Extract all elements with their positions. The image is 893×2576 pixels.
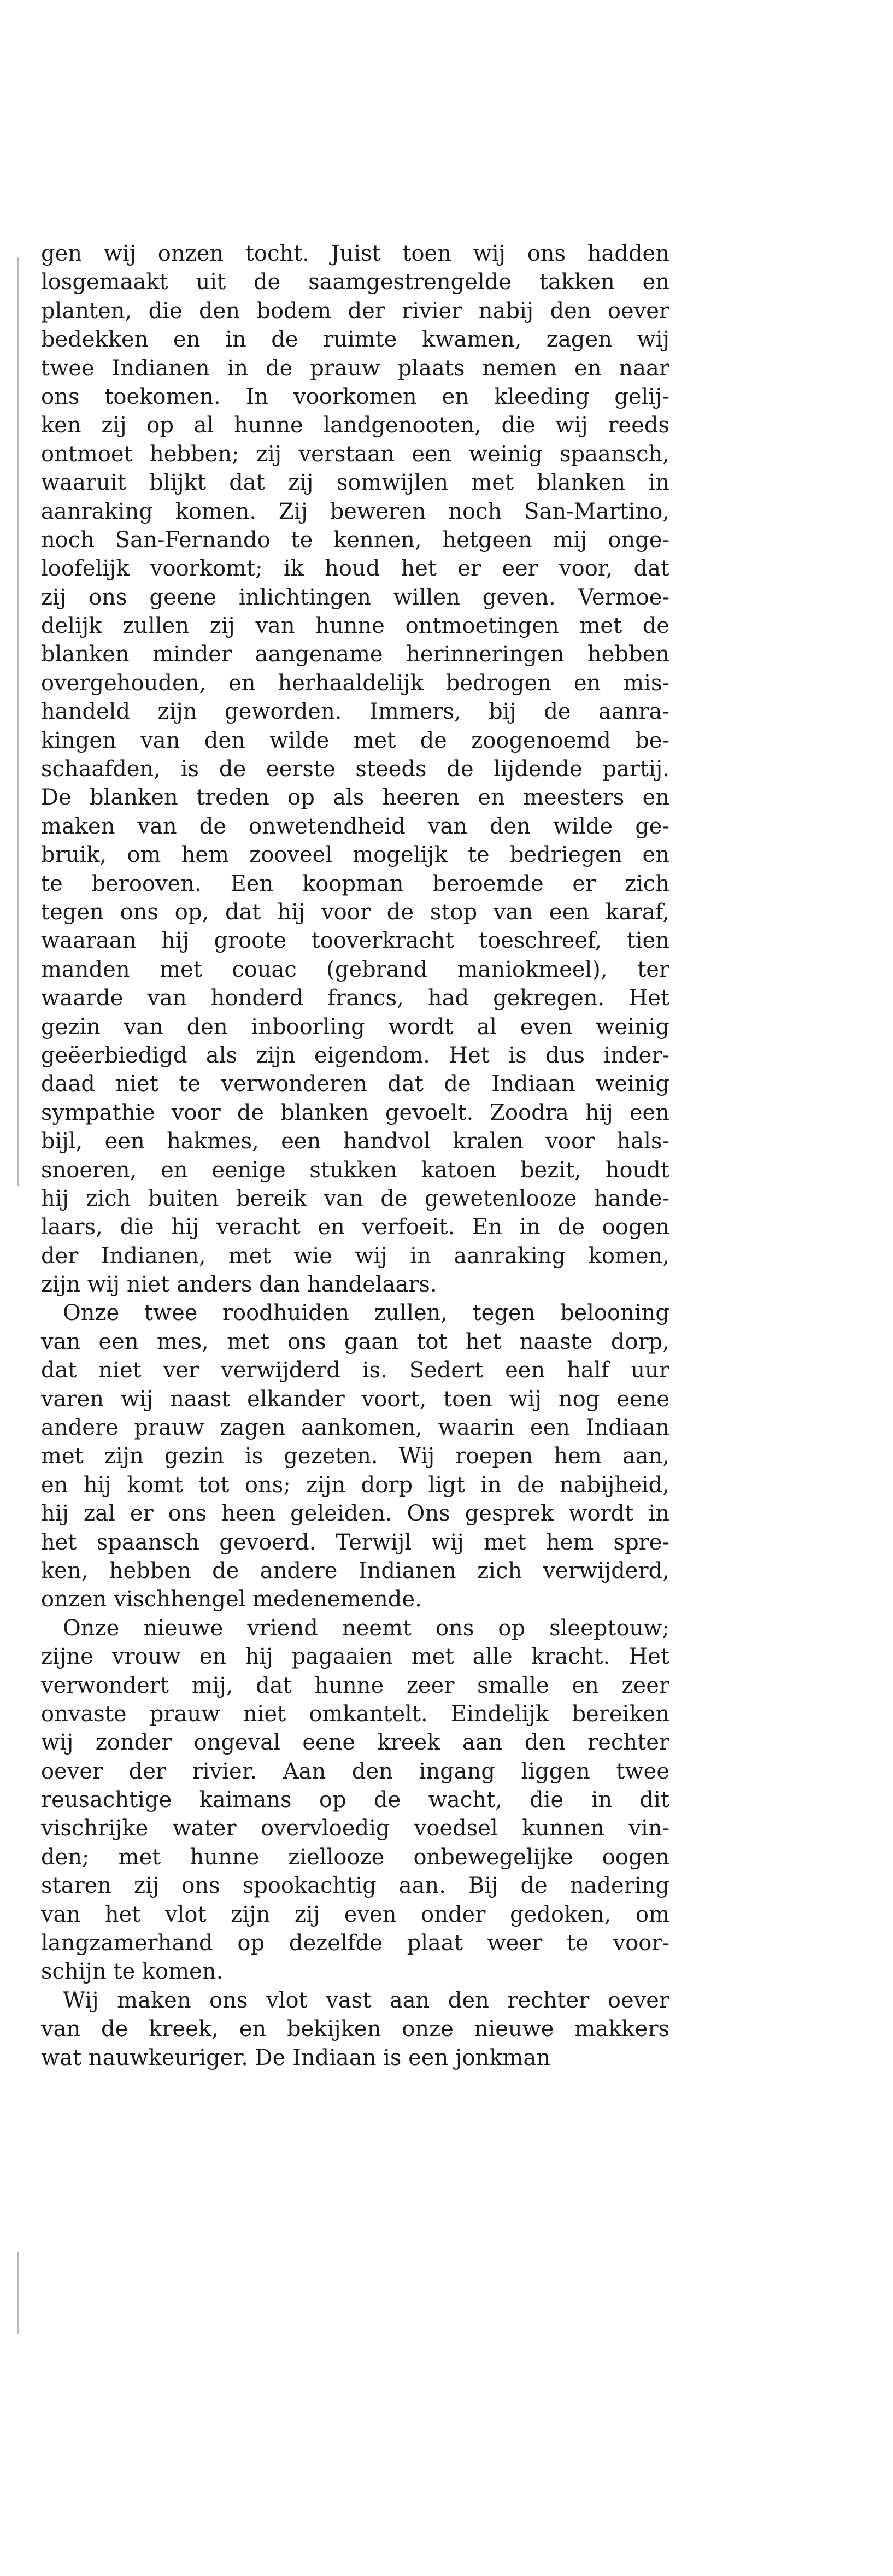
text-line: wij zonder ongeval eene kreek aan den rechter	[41, 1730, 669, 1756]
text-line: Onze nieuwe vriend neemt ons op sleeptouw;	[63, 1615, 669, 1641]
text-line: aanraking komen. Zij beweren noch San-Martino,	[41, 498, 669, 524]
text-line: te berooven. Een koopman beroemde er zich	[41, 871, 669, 896]
paragraph-1	[41, 239, 669, 1299]
text-line: schaafden, is de eerste steeds de lijdende partij.	[41, 756, 669, 782]
text-line: noch San-Fernando te kennen, hetgeen mij onge-	[41, 527, 669, 553]
text-line: Onze twee roodhuiden zullen, tegen belooning	[63, 1300, 669, 1326]
text-line: dat niet ver verwijderd is. Sedert een half uur	[41, 1358, 669, 1383]
text-line: gen wij onzen tocht. Juist toen wij ons hadden	[41, 241, 669, 266]
text-line: ontmoet hebben; zij verstaan een weinig spaansch,	[41, 441, 669, 467]
text-line: zij ons geene inlichtingen willen geven. Vermoe-	[41, 584, 669, 610]
text-line: vischrijke water overvloedig voedsel kunnen vin-	[41, 1816, 669, 1841]
text-line: bruik, om hem zooveel mogelijk te bedriegen en	[41, 842, 669, 868]
text-line: onzen vischhengel medenemende.	[41, 1587, 422, 1612]
text-line: daad niet te verwonderen dat de Indiaan weinig	[41, 1071, 669, 1097]
text-line: hij zal er ons heen geleiden. Ons gesprek wordt in	[41, 1501, 669, 1527]
text-line: bijl, een hakmes, een handvol kralen voor hals-	[41, 1129, 669, 1154]
text-line: schijn te komen.	[41, 1959, 224, 1985]
margin-rule-top	[17, 257, 19, 1186]
text-line: reusachtige kaimans op de wacht, die in dit	[41, 1787, 669, 1813]
text-line: andere prauw zagen aankomen, waarin een Indiaan	[41, 1415, 669, 1441]
text-line: tegen ons op, dat hij voor de stop van een karaf,	[41, 899, 669, 925]
text-line: verwondert mij, dat hunne zeer smalle en zeer	[41, 1673, 669, 1698]
text-line: gezin van den inboorling wordt al even weinig	[41, 1014, 669, 1040]
text-line: onvaste prauw niet omkantelt. Eindelijk bereiken	[41, 1701, 669, 1727]
text-line: waaruit blijkt dat zij somwijlen met blanken in	[41, 470, 669, 496]
text-line: van een mes, met ons gaan tot het naaste dorp,	[41, 1329, 669, 1354]
text-line: hij zich buiten bereik van de gewetenlooze hande-	[41, 1186, 669, 1211]
text-line: planten, die den bodem der rivier nabij den oever	[41, 298, 669, 324]
text-line: handeld zijn geworden. Immers, bij de aanra-	[41, 699, 669, 725]
text-line: van de kreek, en bekijken onze nieuwe makkers	[41, 2016, 669, 2042]
text-line: zijn wij niet anders dan handelaars.	[41, 1272, 437, 1298]
text-line: zijne vrouw en hij pagaaien met alle kracht. Het	[41, 1644, 669, 1670]
text-line: waarde van honderd francs, had gekregen. Het	[41, 985, 669, 1011]
text-line: ken, hebben de andere Indianen zich verwijderd,	[41, 1558, 669, 1583]
text-line: ons toekomen. In voorkomen en kleeding gelij-	[41, 384, 669, 409]
text-line: laars, die hij veracht en verfoeit. En in de oogen	[41, 1214, 669, 1240]
text-line: maken van de onwetendheid van den wilde ge-	[41, 813, 669, 839]
text-line: met zijn gezin is gezeten. Wij roepen hem aan,	[41, 1444, 669, 1469]
text-line: en hij komt tot ons; zijn dorp ligt in de nabijheid,	[41, 1472, 669, 1498]
text-line: geëerbiedigd als zijn eigendom. Het is dus inder-	[41, 1042, 669, 1068]
text-line: Wij maken ons vlot vast aan den rechter oever	[63, 1987, 669, 2013]
text-line: staren zij ons spookachtig aan. Bij de nadering	[41, 1873, 669, 1899]
text-line: der Indianen, met wie wij in aanraking komen,	[41, 1243, 669, 1269]
text-line: blanken minder aangename herinneringen hebben	[41, 642, 669, 667]
paragraph-3	[41, 1614, 669, 1986]
paragraph-4	[41, 1986, 669, 2072]
text-line: het spaansch gevoerd. Terwijl wij met hem spre-	[41, 1529, 669, 1555]
text-line: snoeren, en eenige stukken katoen bezit, houdt	[41, 1157, 669, 1183]
paragraph-2	[41, 1299, 669, 1613]
text-line: waaraan hij groote tooverkracht toeschreef, tien	[41, 928, 669, 954]
text-line: oever der rivier. Aan den ingang liggen twee	[41, 1758, 669, 1784]
text-line: sympathie voor de blanken gevoelt. Zoodra hij een	[41, 1100, 669, 1125]
text-line: ken zij op al hunne landgenooten, die wij reeds	[41, 413, 669, 438]
text-line: twee Indianen in de prauw plaats nemen en naar	[41, 355, 669, 381]
body-text	[41, 239, 669, 2072]
text-line: den; met hunne ziellooze onbewegelijke oogen	[41, 1844, 669, 1870]
text-line: overgehouden, en herhaaldelijk bedrogen en mis-	[41, 670, 669, 696]
text-line: losgemaakt uit de saamgestrengelde takken en	[41, 269, 669, 295]
text-line: kingen van den wilde met de zoogenoemd be-	[41, 727, 669, 753]
text-line: van het vlot zijn zij even onder gedoken, om	[41, 1902, 669, 1927]
text-line: bedekken en in de ruimte kwamen, zagen wij	[41, 327, 669, 353]
text-line: delijk zullen zij van hunne ontmoetingen met de	[41, 613, 669, 639]
text-line: loofelijk voorkomt; ik houd het er eer voor, dat	[41, 556, 669, 582]
text-line: wat nauwkeuriger. De Indiaan is een jonkman	[41, 2045, 550, 2070]
text-line: manden met couac (gebrand maniokmeel), ter	[41, 957, 669, 982]
text-line: langzamerhand op dezelfde plaat weer te voor-	[41, 1930, 669, 1956]
margin-rule-bottom	[17, 2252, 19, 2334]
text-line: varen wij naast elkander voort, toen wij nog eene	[41, 1386, 669, 1412]
text-line: De blanken treden op als heeren en meesters en	[41, 785, 669, 811]
